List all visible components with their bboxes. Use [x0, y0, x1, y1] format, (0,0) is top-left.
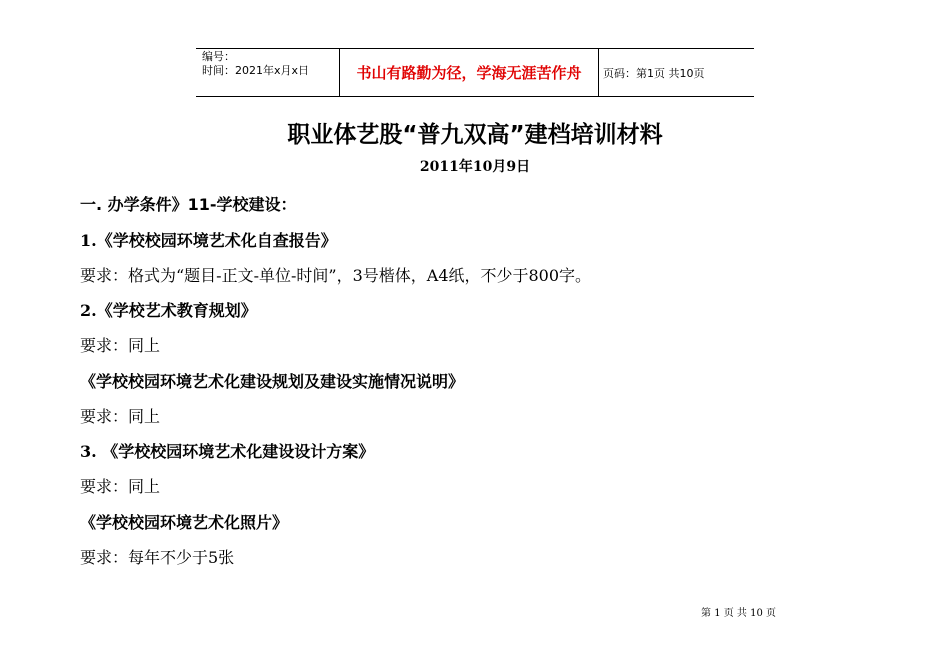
document-title: 职业体艺股“普九双高”建档培训材料: [287, 122, 663, 148]
document-date: 2011年10月9日: [419, 159, 531, 175]
requirement-text: 要求：同上: [80, 336, 161, 355]
section-heading: 一. 办学条件》11-学校建设：: [80, 195, 297, 214]
item-heading: 2.《学校艺术教育规划》: [80, 301, 257, 320]
header-time-label: 时间：2021年x月x日: [202, 64, 310, 77]
item-heading: 3. 《学校校园环境艺术化建设设计方案》: [80, 442, 375, 461]
item-heading: 《学校校园环境艺术化建设规划及建设实施情况说明》: [80, 372, 465, 391]
requirement-text: 要求：每年不少于5张: [80, 548, 235, 567]
item-heading: 1.《学校校园环境艺术化自查报告》: [80, 231, 337, 250]
item-heading: 《学校校园环境艺术化照片》: [80, 513, 289, 532]
header-info: [196, 49, 339, 96]
requirement-text: 要求：同上: [80, 407, 161, 426]
page-footer: 第 1 页 共 10 页: [701, 608, 776, 619]
header-number-label: 编号：: [202, 50, 235, 63]
page-header: [196, 48, 754, 97]
header-motto: 书山有路勤为径，学海无涯苦作舟: [339, 49, 599, 96]
header-page-label: 页码：第1页 共10页: [603, 66, 705, 80]
requirement-text: 要求：同上: [80, 477, 161, 496]
requirement-text: 要求：格式为“题目-正文-单位-时间”，3号楷体，A4纸，不少于800字。: [80, 266, 592, 285]
